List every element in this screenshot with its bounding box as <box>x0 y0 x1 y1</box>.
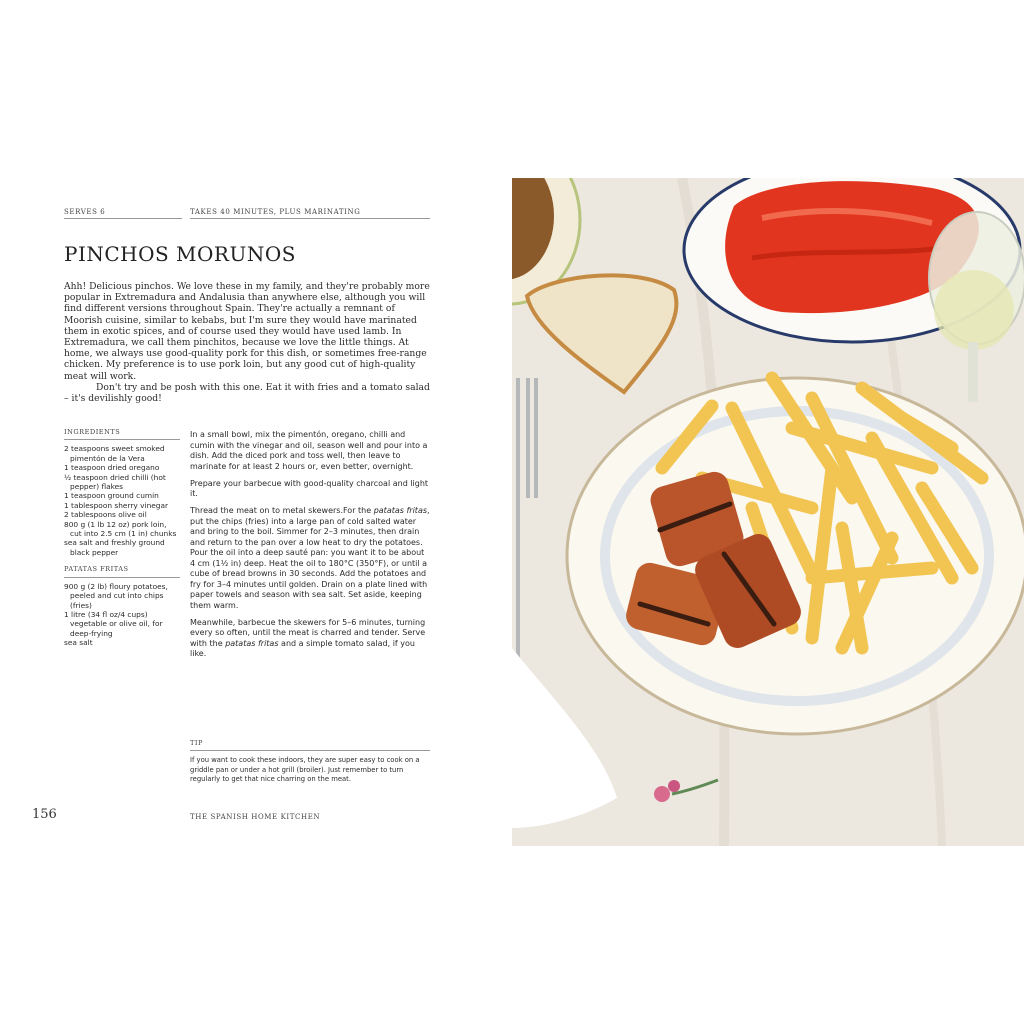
serves-label: SERVES 6 <box>64 208 106 216</box>
method-text: Thread the meat on to metal skewers.For the <box>190 506 374 515</box>
food-photo <box>512 178 1024 846</box>
fork-tine <box>526 378 530 498</box>
method-step: Prepare your barbecue with good-quality charcoal and light it. <box>190 478 429 498</box>
ingredient-item: 900 g (2 lb) floury potatoes, peeled and cut into chips (fries) <box>64 581 168 610</box>
intro-paragraph: Ahh! Delicious pinchos. We love these in my family, and they're probably more popular in Extremadura and Andalusia than anywhere else, although you will find different versions throughout Spain. They're actually a remnant of Moorish cuisine, similar to kebabs, but I'm sure they would have marinated them in exotic spices, and of course used they would have used lamb. In Extremadura, we call them pinchitos, because we love the little things. At home, we always use good-quality pork for this dish, or sometimes free-range chicken. My preference is to use pork loin, but any good cut of high-quality meat will work. <box>64 281 430 382</box>
food-photo-illustration <box>512 178 1024 846</box>
book-title-footer: THE SPANISH HOME KITCHEN <box>190 813 321 821</box>
fork-handle <box>516 378 520 668</box>
intro-paragraph: Don't try and be posh with this one. Eat it with fries and a tomato salad – it's devilishly good! <box>64 381 430 405</box>
recipe-intro <box>64 281 434 404</box>
ingredient-item: 1 litre (34 fl oz/4 cups) vegetable or olive oil, for deep-frying <box>64 609 163 638</box>
serves-rule <box>64 218 182 219</box>
recipe-title: PINCHOS MORUNOS <box>64 242 296 266</box>
ingredient-item: 1 tablespoon sherry vinegar <box>64 500 169 510</box>
ingredient-item: 1 teaspoon ground cumin <box>64 491 159 501</box>
ingredients-list <box>64 428 180 557</box>
ingredient-item: sea salt and freshly ground black pepper <box>64 538 165 557</box>
method-step <box>190 506 430 611</box>
patatas-heading: PATATAS FRITAS <box>64 565 180 577</box>
wine-glass-stem <box>968 342 978 402</box>
method-text: Meanwhile, barbecue the skewers for 5–6 minutes, turning every so often, until the meat is charred and tender. Serve with the <box>190 617 426 648</box>
method-step <box>190 618 430 660</box>
ingredient-item: sea salt <box>64 638 93 648</box>
time-rule <box>190 218 430 219</box>
flower-petal <box>654 786 670 802</box>
ingredient-item: 800 g (1 lb 12 oz) pork loin, cut into 2.5 cm (1 in) chunks <box>64 519 177 539</box>
white-wine <box>934 270 1014 350</box>
fork-tine <box>534 378 538 498</box>
ingredient-item: ½ teaspoon dried chilli (hot pepper) flakes <box>64 472 166 492</box>
method-text: and a simple tomato salad, if you like. <box>190 638 415 658</box>
ingredients-heading: INGREDIENTS <box>64 428 180 440</box>
ingredient-item: 2 tablespoons olive oil <box>64 510 147 520</box>
ingredients-column <box>64 428 180 648</box>
method-emphasis: patatas fritas <box>225 638 279 648</box>
page-number: 156 <box>32 807 57 822</box>
method-emphasis: patatas fritas <box>373 506 428 515</box>
method-column <box>190 430 430 666</box>
method-text: , put the chips (fries) into a large pan of cold salted water and bring to the boil. Simmer for 2–3 minutes, then drain and return to the pan over a low heat to dry the potatoes. Pour the oil into a deep sauté pan: you want it to be about 4 cm (1½ in) deep. Heat the oil to 180°C (350°F), or until a cube of bread browns in 30 seconds. Add the potatoes and fry for 3–4 minutes until golden. Drain on a plate lined with paper towels and season with sea salt. Set aside, keeping them warm. <box>190 506 430 610</box>
flower-petal <box>668 780 680 792</box>
ingredient-item: 1 teaspoon dried oregano <box>64 463 160 473</box>
tip-box <box>190 739 430 785</box>
patatas-list <box>64 565 180 647</box>
tip-text: If you want to cook these indoors, they are super easy to cook on a griddle pan or under a hot grill (broiler). Just remember to turn regularly to get that nice charring on the meat. <box>190 756 420 784</box>
time-label: TAKES 40 MINUTES, PLUS MARINATING <box>190 208 361 216</box>
method-step: In a small bowl, mix the pimentón, oregano, chilli and cumin with the vinegar and oil, season well and pour into a dish. Add the diced pork and toss well, then leave to marinate for at least 2 hours or, even better, overnight. <box>190 430 428 471</box>
ingredient-item: 2 teaspoons sweet smoked pimentón de la Vera <box>64 444 165 463</box>
tip-heading: TIP <box>190 739 430 751</box>
